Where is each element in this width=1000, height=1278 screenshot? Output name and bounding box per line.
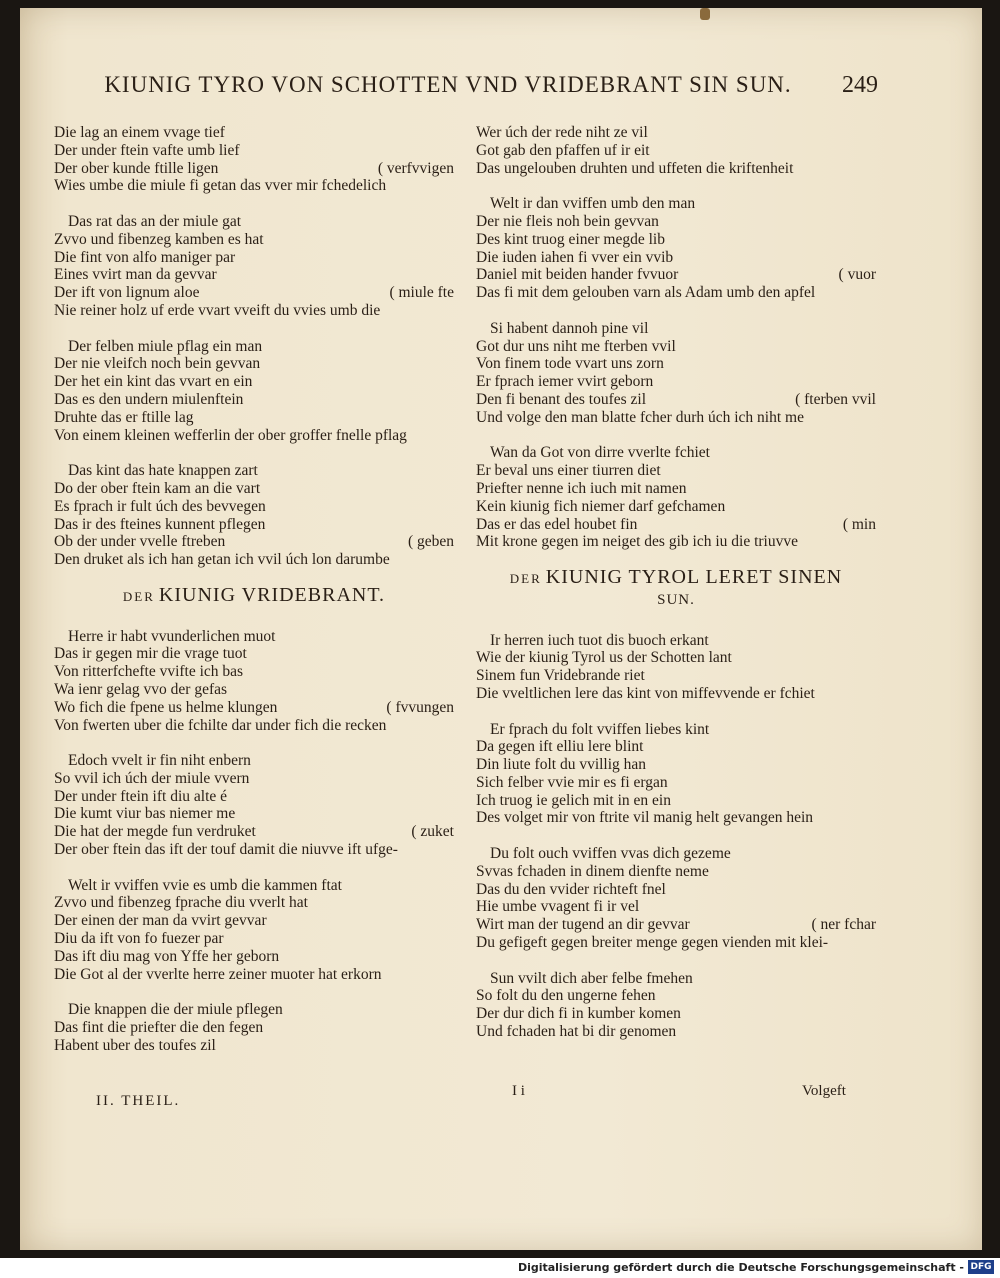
verse-text: Den fi benant des toufes zil <box>476 390 647 408</box>
verse-line <box>54 752 454 770</box>
verse-text: Die kumt viur bas niemer me <box>54 805 236 823</box>
verse-text: Du gefigeft gegen breiter menge gegen vienden mit klei- <box>476 934 829 952</box>
verse-text: Das kint das hate knappen zart <box>68 462 258 480</box>
verse-line <box>54 645 454 663</box>
verse-text: Der under ftein ift diu alte é <box>54 787 228 805</box>
verse-text: Da gegen ift elliu lere blint <box>476 738 644 756</box>
verse-text: Sinem fun Vridebrande riet <box>476 667 645 685</box>
verse-line <box>476 685 876 703</box>
verse-line <box>476 809 876 827</box>
verse-text: Do der ober ftein kam an die vart <box>54 479 261 497</box>
heading-subtitle: SUN. <box>657 591 695 608</box>
verse-line <box>476 373 876 391</box>
verse-line <box>54 160 454 178</box>
verse-text: Wie der kiunig Tyrol us der Schotten lant <box>476 649 732 667</box>
verse-text: Von finem tode vvart uns zorn <box>476 355 664 373</box>
verse-text: Und volge den man blatte fcher durh úch ich niht me <box>476 408 804 426</box>
verse-line <box>476 498 876 516</box>
verse-line <box>54 699 454 717</box>
verse-line <box>476 516 876 534</box>
verse-text: Sich felber vvie mir es fi ergan <box>476 773 668 791</box>
verse-text: Welt ir dan vviffen umb den man <box>490 195 696 213</box>
line-rhyme-tag: ( vuor <box>838 266 876 284</box>
verse-text: Die vveltlichen lere das kint von miffevvende er fchiet <box>476 684 815 702</box>
line-rhyme-tag: ( verfvvigen <box>377 159 454 177</box>
verse-line <box>476 391 876 409</box>
stanza <box>476 124 876 177</box>
verse-text: Habent uber des toufes zil <box>54 1036 216 1054</box>
stanza <box>476 721 876 828</box>
verse-text: Die fint von alfo maniger par <box>54 248 236 266</box>
verse-text: Das ir des fteines kunnent pflegen <box>54 515 266 533</box>
heading-prefix: DER <box>122 588 155 604</box>
stanza <box>476 632 876 703</box>
verse-text: Der dur dich fi in kumber komen <box>476 1005 681 1023</box>
verse-line <box>476 649 876 667</box>
verse-line <box>476 1005 876 1023</box>
verse-text: Von ritterfchefte vvifte ich bas <box>54 663 244 681</box>
verse-text: Und fchaden hat bi dir genomen <box>476 1023 677 1041</box>
verse-line <box>54 966 454 984</box>
stanza <box>476 970 876 1041</box>
verse-line <box>476 266 876 284</box>
verse-text: Er fprach du folt vviffen liebes kint <box>490 720 710 738</box>
verse-line <box>476 355 876 373</box>
verse-text: Din liute folt du vvillig han <box>476 756 647 774</box>
credit-text: Digitalisierung gefördert durch die Deutsche Forschungsgemeinschaft - <box>517 1261 964 1274</box>
verse-text: Welt ir vviffen vvie es umb die kammen ftat <box>68 876 342 894</box>
verse-line <box>54 948 454 966</box>
verse-text: Hie umbe vvagent fi ir vel <box>476 898 640 916</box>
verse-text: Der het ein kint das vvart en ein <box>54 373 253 391</box>
verse-line <box>54 266 454 284</box>
stanza <box>476 320 876 427</box>
verse-line <box>54 142 454 160</box>
verse-text: Er fprach iemer vvirt geborn <box>476 373 654 391</box>
verse-line <box>54 427 454 445</box>
stanza <box>54 462 454 569</box>
verse-text: Zvvo und fibenzeg kamben es hat <box>54 230 264 248</box>
line-rhyme-tag: ( miule fte <box>389 284 454 302</box>
verse-text: Er beval uns einer tiurren diet <box>476 462 661 480</box>
verse-text: Der nie vleifch noch bein gevvan <box>54 355 261 373</box>
verse-line <box>476 444 876 462</box>
verse-line <box>54 1019 454 1037</box>
verse-line <box>54 717 454 735</box>
verse-line <box>476 845 876 863</box>
verse-text: Mit krone gegen im neiget des gib ich iu die triuvve <box>476 533 798 551</box>
verse-text: Ob der under vvelle ftreben <box>54 533 226 551</box>
verse-text: Den druket als ich han getan ich vvil úch lon darumbe <box>54 551 390 569</box>
line-rhyme-tag: ( geben <box>407 533 454 551</box>
line-rhyme-tag: ( fterben vvil <box>795 390 876 408</box>
verse-text: Die lag an einem vvage tief <box>54 124 225 141</box>
verse-text: Got gab den pfaffen uf ir eit <box>476 141 650 159</box>
verse-line <box>54 284 454 302</box>
verse-text: Das rat das an der miule gat <box>68 212 242 230</box>
verse-line <box>476 462 876 480</box>
verse-text: Priefter nenne ich iuch mit namen <box>476 479 687 497</box>
verse-text: Diu da ift von fo fuezer par <box>54 930 224 948</box>
verse-text: Svvas fchaden in dinem dienfte neme <box>476 862 709 880</box>
verse-text: Des volget mir von ftrite vil manig helt gevangen hein <box>476 809 814 827</box>
verse-line <box>54 930 454 948</box>
verse-line <box>54 841 454 859</box>
verse-line <box>476 142 876 160</box>
verse-line <box>54 912 454 930</box>
verse-line <box>54 355 454 373</box>
verse-line <box>54 338 454 356</box>
part-label: II. THEIL. <box>96 1093 181 1109</box>
verse-line <box>54 213 454 231</box>
verse-line <box>476 667 876 685</box>
verse-text: Das es den undern miulenftein <box>54 390 244 408</box>
verse-text: Das er das edel houbet fin <box>476 515 638 533</box>
section-heading <box>54 583 454 606</box>
verse-text: Nie reiner holz uf erde vvart vveift du vvies umb die <box>54 301 381 319</box>
verse-text: Es fprach ir fult úch des bevvegen <box>54 497 266 515</box>
verse-text: Der ober ftein das ift der touf damit die niuvve ift ufge- <box>54 841 398 859</box>
verse-line <box>476 916 876 934</box>
stanza <box>54 752 454 859</box>
dfg-logo-icon: DFG <box>968 1260 994 1274</box>
section-heading <box>476 565 876 588</box>
verse-line <box>476 480 876 498</box>
paper-stain <box>700 8 710 20</box>
verse-line <box>54 462 454 480</box>
verse-line <box>476 863 876 881</box>
signature-mark: I i <box>512 1083 525 1099</box>
verse-text: Eines vvirt man da gevvar <box>54 266 217 284</box>
verse-line <box>54 788 454 806</box>
verse-text: Das ungelouben druhten und uffeten die kriftenheit <box>476 159 794 177</box>
stanza <box>476 444 876 551</box>
verse-text: Des kint truog einer megde lib <box>476 230 665 248</box>
verse-line <box>476 970 876 988</box>
verse-line <box>54 516 454 534</box>
verse-text: Die Got al der vverlte herre zeiner muoter hat erkorn <box>54 965 382 983</box>
verse-line <box>54 805 454 823</box>
line-rhyme-tag: ( min <box>842 515 876 533</box>
verse-line <box>476 881 876 899</box>
stanza <box>54 338 454 445</box>
verse-line <box>476 284 876 302</box>
verse-text: Si habent dannoh pine vil <box>490 319 649 337</box>
verse-line <box>476 792 876 810</box>
verse-text: Die hat der megde fun verdruket <box>54 823 256 841</box>
verse-line <box>476 231 876 249</box>
verse-text: So folt du den ungerne fehen <box>476 987 656 1005</box>
verse-line <box>54 1037 454 1055</box>
verse-line <box>54 1001 454 1019</box>
heading-main: KIUNIG TYROL LERET SINEN <box>545 565 843 588</box>
verse-line <box>476 320 876 338</box>
verse-text: Kein kiunig fich niemer darf gefchamen <box>476 497 726 515</box>
heading-prefix: DER <box>509 570 542 586</box>
right-column <box>476 124 876 1059</box>
verse-text: Die iuden iahen fi vver ein vvib <box>476 248 674 266</box>
left-column <box>54 124 454 1072</box>
verse-text: Der felben miule pflag ein man <box>68 337 263 355</box>
verse-line <box>54 124 454 142</box>
verse-line <box>54 628 454 646</box>
catchword: Volgeft <box>802 1083 846 1099</box>
stanza <box>54 213 454 320</box>
verse-line <box>54 391 454 409</box>
verse-line <box>476 124 876 142</box>
verse-line <box>54 480 454 498</box>
verse-line <box>54 823 454 841</box>
verse-text: Wirt man der tugend an dir gevvar <box>476 916 690 934</box>
verse-text: Druhte das er ftille lag <box>54 408 194 426</box>
verse-line <box>476 533 876 551</box>
verse-text: Sun vvilt dich aber felbe fmehen <box>490 969 693 987</box>
verse-text: Daniel mit beiden hander fvvuor <box>476 266 679 284</box>
stanza <box>54 1001 454 1054</box>
stanza <box>476 195 876 302</box>
verse-text: Das ir gegen mir die vrage tuot <box>54 645 247 663</box>
verse-line <box>476 987 876 1005</box>
verse-line <box>476 721 876 739</box>
verse-line <box>54 551 454 569</box>
verse-line <box>54 409 454 427</box>
verse-text: Der ober kunde ftille ligen <box>54 159 219 177</box>
verse-line <box>476 409 876 427</box>
verse-text: Herre ir habt vvunderlichen muot <box>68 627 276 645</box>
verse-line <box>476 160 876 178</box>
verse-line <box>54 894 454 912</box>
verse-line <box>476 338 876 356</box>
verse-text: Das fi mit dem gelouben varn als Adam umb den apfel <box>476 284 816 302</box>
verse-line <box>476 756 876 774</box>
verse-text: Wa ienr gelag vvo der gefas <box>54 680 228 698</box>
verse-text: Wan da Got von dirre vverlte fchiet <box>490 444 710 462</box>
verse-line <box>54 770 454 788</box>
verse-line <box>54 249 454 267</box>
verse-text: Das ift diu mag von Yffe her geborn <box>54 947 280 965</box>
verse-text: Von fwerten uber die fchilte dar under fich die recken <box>54 716 387 734</box>
verse-text: Ich truog ie gelich mit in en ein <box>476 791 671 809</box>
verse-line <box>476 774 876 792</box>
credit-bar <box>0 1258 1000 1278</box>
verse-text: Wies umbe die miule fi getan das vver mir fchedelich <box>54 177 387 195</box>
verse-line <box>54 877 454 895</box>
verse-text: Das du den vvider richteft fnel <box>476 880 666 898</box>
verse-text: Der nie fleis noh bein gevvan <box>476 212 659 230</box>
verse-line <box>54 663 454 681</box>
heading-main: KIUNIG VRIDEBRANT. <box>158 583 386 606</box>
verse-text: Das fint die priefter die den fegen <box>54 1019 264 1037</box>
verse-line <box>476 898 876 916</box>
verse-text: Wer úch der rede niht ze vil <box>476 124 648 141</box>
verse-line <box>54 681 454 699</box>
verse-text: Der einen der man da vvirt gevvar <box>54 912 267 930</box>
verse-line <box>476 934 876 952</box>
line-rhyme-tag: ( zuket <box>411 823 454 841</box>
book-page <box>20 8 982 1250</box>
running-title: KIUNIG TYRO VON SCHOTTEN VND VRIDEBRANT SIN SUN. <box>104 72 792 97</box>
verse-line <box>54 498 454 516</box>
verse-text: Von einem kleinen wefferlin der ober groffer fnelle pflag <box>54 426 407 444</box>
stanza <box>54 877 454 984</box>
verse-line <box>476 1023 876 1041</box>
verse-line <box>54 533 454 551</box>
page-number: 249 <box>842 72 878 98</box>
running-header <box>98 72 878 104</box>
verse-line <box>476 213 876 231</box>
verse-line <box>54 373 454 391</box>
stanza <box>476 845 876 952</box>
verse-text: Wo fich die fpene us helme klungen <box>54 698 278 716</box>
verse-line <box>476 632 876 650</box>
verse-line <box>54 177 454 195</box>
verse-text: So vvil ich úch der miule vvern <box>54 769 250 787</box>
verse-text: Ir herren iuch tuot dis buoch erkant <box>490 631 709 649</box>
verse-text: Got dur uns niht me fterben vvil <box>476 337 676 355</box>
verse-text: Der under ftein vafte umb lief <box>54 141 240 159</box>
line-rhyme-tag: ( fvvungen <box>386 698 454 716</box>
verse-line <box>476 195 876 213</box>
verse-line <box>476 249 876 267</box>
verse-line <box>54 302 454 320</box>
verse-line <box>476 738 876 756</box>
verse-text: Der ift von lignum aloe <box>54 284 200 302</box>
verse-line <box>54 231 454 249</box>
verse-text: Du folt ouch vviffen vvas dich gezeme <box>490 845 731 863</box>
verse-text: Zvvo und fibenzeg fprache diu vverlt hat <box>54 894 308 912</box>
stanza <box>54 628 454 735</box>
verse-text: Edoch vvelt ir fin niht enbern <box>68 752 251 770</box>
line-rhyme-tag: ( ner fchar <box>811 916 876 934</box>
stanza <box>54 124 454 195</box>
verse-text: Die knappen die der miule pflegen <box>68 1001 283 1019</box>
